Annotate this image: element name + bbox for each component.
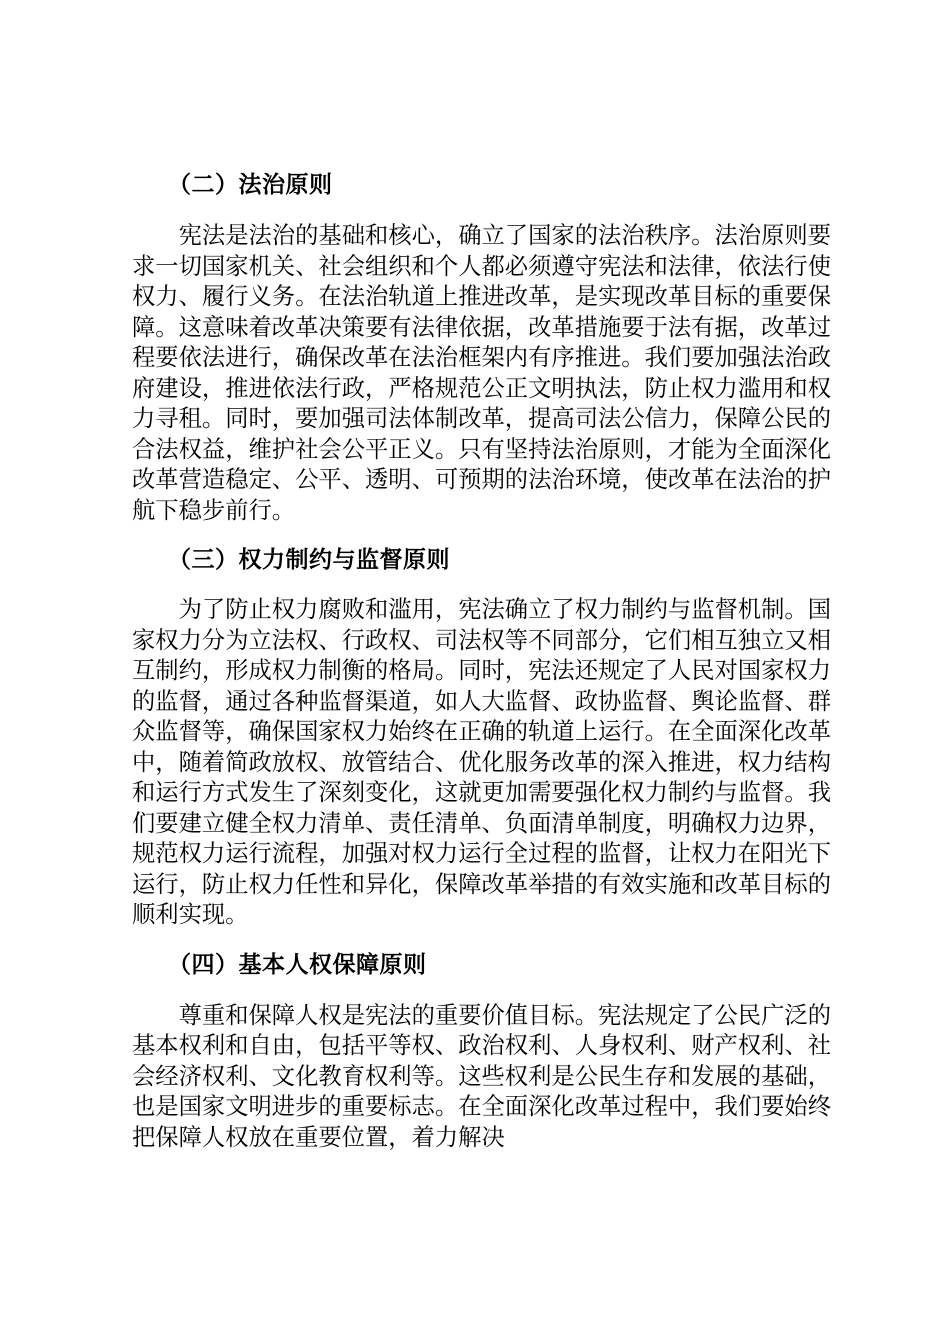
section-paragraph-power-checks: 为了防止权力腐败和滥用，宪法确立了权力制约与监督机制。国家权力分为立法权、行政权、司法权等不同部分，它们相互独立又相互制约，形成权力制衡的格局。同时，宪法还规定了人民对国家权力的监督，通过各种监督渠道，如人大监督、政协监督、舆论监督、群众监督等，确保国家权力始终在正确的轨道上运行。在全面深化改革中，随着简政放权、放管结合、优化服务改革的深入推进，权力结构和运行方式发生了深刻变化，这就更加需要强化权力制约与监督。我们要建立健全权力清单、责任清单、负面清单制度，明确权力边界，规范权力运行流程，加强对权力运行全过程的监督，让权力在阳光下运行，防止权力任性和异化，保障改革举措的有效实施和改革目标的顺利实现。 [132, 596, 831, 928]
document-body [132, 166, 831, 1153]
section-heading-rule-of-law: （二）法治原则 [168, 172, 333, 198]
section-paragraph-rule-of-law: 宪法是法治的基础和核心，确立了国家的法治秩序。法治原则要求一切国家机关、社会组织和个人都必须遵守宪法和法律，依法行使权力、履行义务。在法治轨道上推进改革，是实现改革目标的重要保障。这意味着改革决策要有法律依据，改革措施要于法有据，改革过程要依法进行，确保改革在法治框架内有序推进。我们要加强法治政府建设，推进依法行政，严格规范公正文明执法，防止权力滥用和权力寻租。同时，要加强司法体制改革，提高司法公信力，保障公民的合法权益，维护社会公平正义。只有坚持法治原则，才能为全面深化改革营造稳定、公平、透明、可预期的法治环境，使改革在法治的护航下稳步前行。 [132, 222, 831, 524]
section-paragraph-human-rights: 尊重和保障人权是宪法的重要价值目标。宪法规定了公民广泛的基本权利和自由，包括平等权、政治权利、人身权利、财产权利、社会经济权利、文化教育权利等。这些权利是公民生存和发展的基础，也是国家文明进步的重要标志。在全面深化改革过程中，我们要始终把保障人权放在重要位置，着力解决 [132, 1001, 831, 1151]
section-heading-human-rights: （四）基本人权保障原则 [168, 951, 427, 978]
section-heading-power-checks: （三）权力制约与监督原则 [168, 547, 450, 573]
